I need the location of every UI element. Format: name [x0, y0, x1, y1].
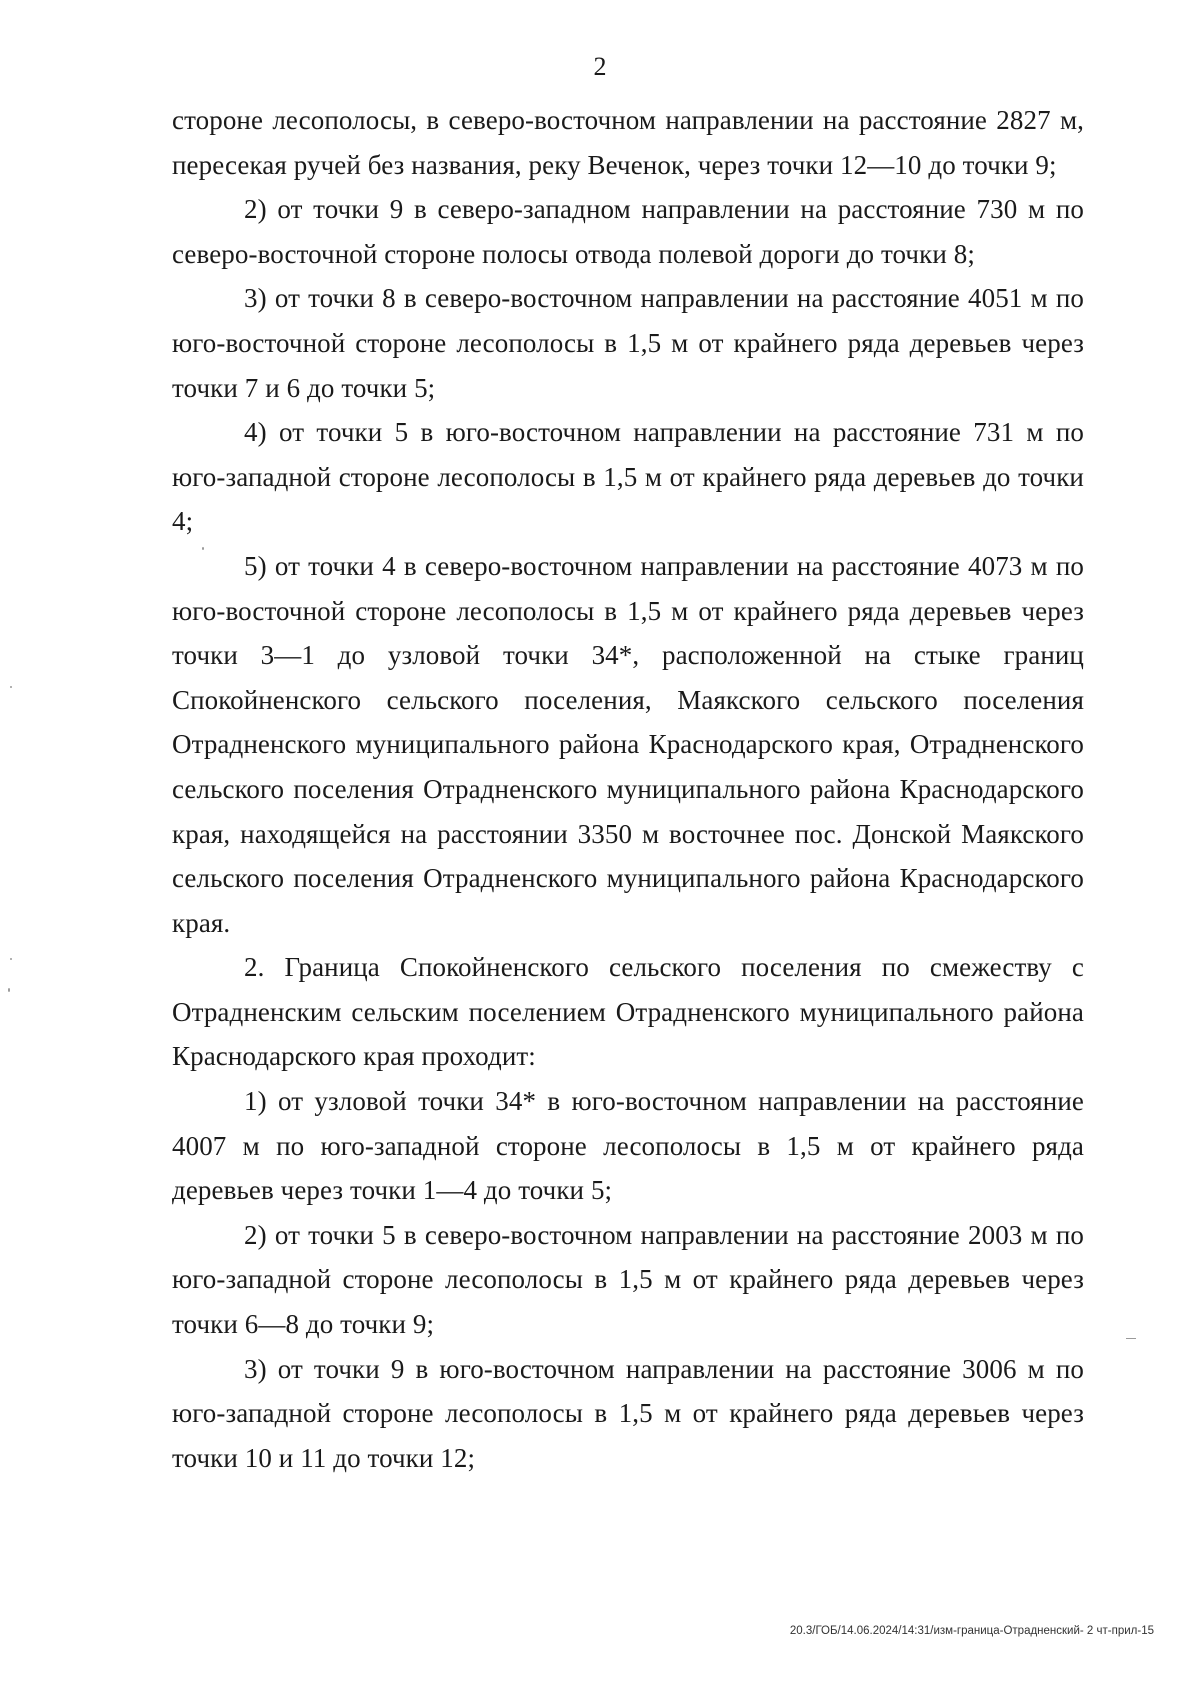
document-body — [172, 98, 1084, 1480]
scan-speck — [202, 547, 204, 550]
paragraph-item-3: 3) от точки 8 в северо-восточном направлении на расстояние 4051 м по юго-восточной стороне лесополосы в 1,5 м от крайнего ряда деревьев через точки 7 и 6 до точки 5; — [172, 283, 1084, 403]
paragraph-item-2: 2) от точки 9 в северо-западном направлении на расстояние 730 м по северо-восточной стороне полосы отвода полевой дороги до точки 8; — [172, 194, 1084, 269]
paragraph-continuation: стороне лесополосы, в северо-восточном направлении на расстояние 2827 м, пересекая ручей без названия, реку Веченок, через точки 12—10 до точки 9; — [172, 105, 1084, 180]
paragraph-section-2: 2. Граница Спокойненского сельского поселения по смежеству с Отрадненским сельским поселением Отрадненского муниципального района Краснодарского края проходит: — [172, 952, 1084, 1072]
paragraph-item-5: 5) от точки 4 в северо-восточном направлении на расстояние 4073 м по юго-восточной стороне лесополосы в 1,5 м от крайнего ряда деревьев через точки 3—1 до узловой точки 34*, расположенной на стыке границ Спокойненского сельского поселения, Маякского сельского поселения Отрадненского муниципального района Краснодарского края, Отрадненского сельского поселения Отрадненского муниципального района Краснодарского края, находящейся на расстоянии 3350 м восточнее пос. Донской Маякского сельского поселения Отрадненского муниципального района Краснодарского края. — [172, 550, 1084, 938]
paragraph-item-4: 4) от точки 5 в юго-восточном направлении на расстояние 731 м по юго-западной стороне лесополосы в 1,5 м от крайнего ряда деревьев до точки 4; — [172, 417, 1084, 537]
page-number: 2 — [593, 52, 607, 81]
document-footer-code: 20.3/ГОБ/14.06.2024/14:31/изм-граница-Отрадненский- 2 чт-прил-15 — [789, 1625, 1154, 1637]
paragraph-section-2-item-1: 1) от узловой точки 34* в юго-восточном направлении на расстояние 4007 м по юго-западной стороне лесополосы в 1,5 м от крайнего ряда деревьев через точки 1—4 до точки 5; — [172, 1086, 1084, 1206]
paragraph-section-2-item-2: 2) от точки 5 в северо-восточном направлении на расстояние 2003 м по юго-западной стороне лесополосы в 1,5 м от крайнего ряда деревьев через точки 6—8 до точки 9; — [172, 1219, 1084, 1340]
paragraph-section-2-item-3: 3) от точки 9 в юго-восточном направлении на расстояние 3006 м по юго-западной стороне лесополосы в 1,5 м от крайнего ряда деревьев через точки 10 и 11 до точки 12; — [172, 1353, 1084, 1473]
scan-speck — [10, 686, 12, 688]
scan-speck — [10, 958, 12, 960]
scan-speck — [8, 988, 10, 992]
scan-speck — [1126, 1338, 1136, 1339]
